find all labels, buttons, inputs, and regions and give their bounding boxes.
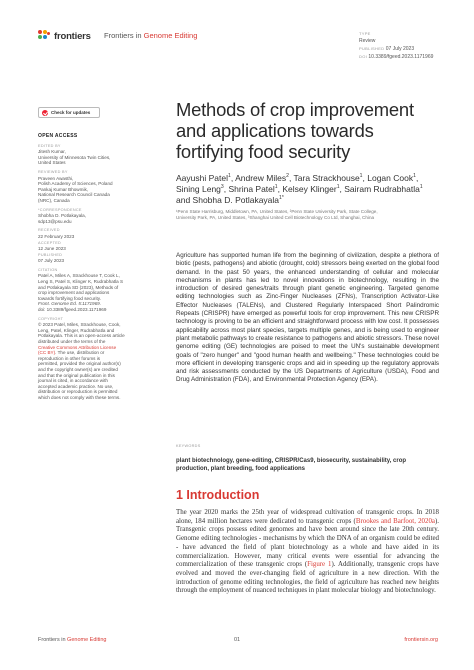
doi-link[interactable]: 10.3389/fgeed.2023.1171969	[368, 54, 434, 60]
check-for-updates-button[interactable]: Check for updates	[38, 107, 100, 118]
published-date: 07 July 2023	[385, 46, 415, 52]
journal-name[interactable]: Frontiers in Genome Editing	[104, 31, 198, 40]
edited-by-section: EDITED BY Jitesh Kumar, University of Minnesota Twin Cities, United States	[38, 143, 111, 166]
author-line: Aayushi Patel$^1$, Andrew Miles$^2$, Tara Strackhouse$^1$, Logan Cook$^1$,	[176, 173, 419, 183]
keywords-label: KEYWORDS	[176, 444, 201, 448]
affiliations: ¹Penn State Harrisburg, Middletown, PA, United States, ²Penn State University Park, State College, University Park, PA, United States, ³Shanghai United Cell Biotechnology Co Ltd, Shanghai, China	[176, 209, 378, 220]
frontiers-logo[interactable]	[38, 30, 91, 43]
footer-journal[interactable]: Frontiers in Genome Editing	[38, 637, 107, 643]
reference-link[interactable]: Brookes and Barfoot, 2020a	[355, 517, 435, 525]
article-sidebar	[38, 107, 148, 403]
section-heading-introduction: 1 Introduction	[176, 488, 260, 502]
dates-section: RECEIVED 22 February 2023 ACCEPTED 12 June 2023 PUBLISHED 07 July 2023	[38, 228, 75, 264]
author-line: Sining Leng$^3$, Shrina Patel$^1$, Kelsey Klinger$^1$, Sairam Rudrabhatla$^1$	[176, 184, 423, 194]
cc-license-link[interactable]: Creative Commons Attribution License	[38, 344, 117, 350]
article-title: Methods of crop improvement and applications towards fortifying food security	[176, 99, 414, 162]
keywords: plant biotechnology, gene-editing, CRISPR/Cas9, biosecurity, sustainability, crop production, plant breeding, food applications	[176, 458, 407, 472]
article-meta: TYPE Review PUBLISHED 07 July 2023 DOI 10.3389/fgeed.2023.1171969	[359, 31, 434, 60]
author-list	[176, 173, 439, 206]
frontiers-logo-icon	[38, 30, 51, 43]
footer-website-link[interactable]: frontiersin.org	[404, 637, 438, 643]
citation-doi-link[interactable]: doi: 10.3389/fgeed.2023.1171969	[38, 307, 107, 313]
article-main	[176, 99, 439, 221]
check-icon	[42, 110, 48, 116]
figure-link[interactable]: Figure 1	[307, 561, 332, 569]
logo-text: frontiers	[54, 31, 91, 42]
introduction-paragraph: The year 2020 marks the 25th year of widespread cultivation of transgenic crops. In 2018 alone, 184 million hectares were dedicated to transgenic crops (Brookes and Barfoot, 2020a). Transgenic crops possess edited genomes and have been around since the late 20th century. Genome editing technologies - mechanisms by which the DNA of an organism could be edited - have advanced the field of plant biotechnology as a whole and have aided in its commercialization. However, many critical events were essential for advancing the commercialization of these transgenic crops (Figure 1). Additionally, transgenic crops have evolved and moved the ever-changing field of agriculture in a new direction. With the introduction of genome editing technologies, the field of agriculture has reached new heights through the employment of nuanced techniques in plant molecular biology and biotechnology.	[176, 509, 439, 595]
author-line: and Shobha D. Potlakayala$^{1*}$	[176, 195, 284, 205]
citation-section: CITATION Patel A, Miles A, Strackhouse T, Cook L, Leng S, Patel S, Klinger K, Rudrabhatla S and Potlakayala SD (2023), Methods of crop improvement and applications towards fortifying food security. Front. Genome Ed. 5:1171969. doi: 10.3389/fgeed.2023.1171969	[38, 268, 148, 313]
correspondence-section: *CORRESPONDENCE Shobha D. Potlakayala, sdp13@psu.edu	[38, 208, 148, 225]
copyright-section: COPYRIGHT © 2023 Patel, Miles, Strackhouse, Cook, Leng, Patel, Klinger, Rudrabhatla and Potlakayala. This is an open-access article distributed under the terms of the Creative Commons Attribution License (CC BY). The use, distribution or reproduction in other forums is permitted, provided the original author(s) and the copyright owner(s) are credited and that the original publication in this journal is cited, in accordance with accepted academic practice. No use, distribution or reproduction is permitted which does not comply with these terms.	[38, 317, 148, 401]
open-access-label: OPEN ACCESS	[38, 133, 78, 139]
reviewed-by-section: REVIEWED BY Praveen Awasthi, Polish Academy of Sciences, Poland Pankaj Kumar Bhowmik, National Research Council Canada (NRC), Canada	[38, 169, 113, 203]
abstract: Agriculture has supported human life from the beginning of civilization, despite a plethora of biotic (pests, pathogens) and abiotic (drought, cold) stressors being exerted on the global food demand. In the past 50 years, the enhanced understanding of cellular and molecular mechanisms in plants has led to novel innovations in biotechnology, resulting in the introduction of desired genes/traits through plant genetic engineering. Targeted genome editing technologies such as Zinc-Finger Nucleases (ZFNs), Transcription Activator-Like Effector Nucleases (TALENs), and Clustered Regularly Interspaced Short Palindromic Repeats (CRISPR) have emerged as powerful tools for crop improvement. This new CRISPR technology is proving to be an efficient and straightforward process with low cost. It possesses applicability across most plant species, targets multiple genes, and is being used to engineer plant metabolic pathways to create resistance to pathogens and abiotic stressors. These novel genome editing (GE) technologies are poised to meet the UN's sustainable development goals of "zero hunger" and "good human health and wellbeing." These technologies could be more efficient in developing transgenic crops and aid in speeding up the regulatory approvals and risk assessments conducted by the US Departments of Agriculture (USDA), Food and Drug Administration (FDA), and Environmental Protection Agency (EPA).	[176, 252, 439, 384]
page-number: 01	[234, 637, 241, 643]
page-header	[38, 30, 438, 70]
cc-by-link[interactable]: (CC BY)	[38, 350, 56, 356]
correspondence-email[interactable]: sdp13@psu.edu	[38, 218, 72, 224]
article-type: Review	[359, 38, 376, 44]
